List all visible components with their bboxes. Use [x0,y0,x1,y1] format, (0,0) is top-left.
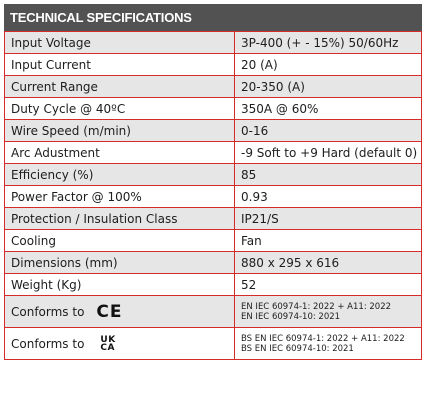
spec-row-arc-adjustment [5,142,422,164]
conformity-standards [235,328,422,360]
spec-row-input-voltage [5,32,422,54]
spec-row-current-range [5,76,422,98]
conformity-label-group [11,302,228,322]
spec-label: Protection / Insulation Class [5,208,235,230]
spec-title: TECHNICAL SPECIFICATIONS [4,4,422,31]
conformity-label-cell [5,328,235,360]
spec-label: Dimensions (mm) [5,252,235,274]
standard-line: EN IEC 60974-1: 2022 + A11: 2022 [241,301,392,312]
spec-value: -9 Soft to +9 Hard (default 0) [235,142,422,164]
spec-row-protection [5,208,422,230]
spec-value: 20-350 (A) [235,76,422,98]
spec-value: 0-16 [235,120,422,142]
spec-value: 350A @ 60% [235,98,422,120]
spec-value: IP21/S [235,208,422,230]
spec-row-dimensions [5,252,422,274]
spec-row-duty-cycle [5,98,422,120]
spec-label: Arc Adustment [5,142,235,164]
spec-row-input-current [5,54,422,76]
spec-row-conformity-ukca [5,328,422,360]
spec-value: 3P-400 (+ - 15%) 50/60Hz [235,32,422,54]
spec-value: 880 x 295 x 616 [235,252,422,274]
spec-row-conformity-ce [5,296,422,328]
conformity-label-group [11,336,228,352]
ukca-mark-top: UK [100,334,116,345]
standard-line: BS EN IEC 60974-1: 2022 + A11: 2022 [241,333,405,344]
spec-label: Cooling [5,230,235,252]
spec-table [4,31,422,360]
spec-value: Fan [235,230,422,252]
conformity-label-cell [5,296,235,328]
spec-label: Weight (Kg) [5,274,235,296]
spec-row-efficiency [5,164,422,186]
spec-label: Wire Speed (m/min) [5,120,235,142]
spec-label: Current Range [5,76,235,98]
spec-value: 52 [235,274,422,296]
standard-line: BS EN IEC 60974-10: 2021 [241,343,354,354]
standard-line: EN IEC 60974-10: 2021 [241,311,341,322]
conformity-standards [235,296,422,328]
spec-value: 0.93 [235,186,422,208]
spec-row-weight [5,274,422,296]
spec-row-cooling [5,230,422,252]
spec-label: Power Factor @ 100% [5,186,235,208]
spec-value: 20 (A) [235,54,422,76]
conformity-label: Conforms to [11,336,85,351]
spec-row-wire-speed [5,120,422,142]
ce-mark-icon: CE [96,301,123,322]
spec-row-power-factor [5,186,422,208]
ukca-mark-bottom: CA [100,342,115,353]
spec-label: Efficiency (%) [5,164,235,186]
conformity-label: Conforms to [11,304,85,319]
ukca-mark-icon [100,336,115,352]
spec-label: Duty Cycle @ 40ºC [5,98,235,120]
spec-label: Input Voltage [5,32,235,54]
spec-label: Input Current [5,54,235,76]
spec-value: 85 [235,164,422,186]
